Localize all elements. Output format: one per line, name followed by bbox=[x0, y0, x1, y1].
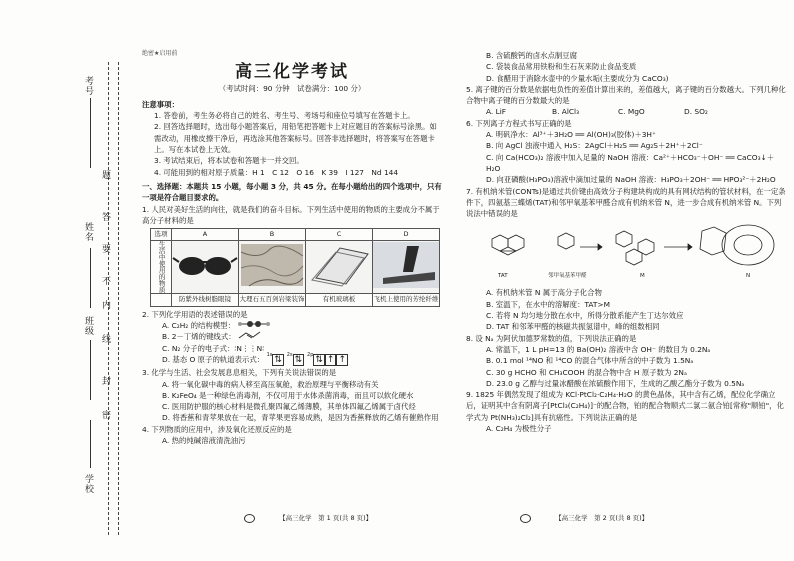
binding-margin bbox=[0, 0, 134, 561]
table-cell: 有机玻璃板 bbox=[306, 294, 373, 306]
molecule-label: TAT bbox=[498, 273, 508, 280]
marble-image bbox=[239, 241, 306, 294]
orbital-box: ⇅ bbox=[294, 354, 303, 365]
seal-char: 题 bbox=[100, 170, 110, 180]
logo-icon bbox=[520, 514, 531, 523]
orbital-box: ↑ bbox=[326, 354, 335, 365]
q2-option-c: C. N₂ 分子的电子式：∶N⋮⋮N∶ bbox=[162, 343, 265, 353]
logo-icon bbox=[244, 514, 255, 523]
q2-option-b bbox=[142, 331, 442, 342]
seal-char: 答 bbox=[100, 212, 110, 222]
reaction-scheme-icon bbox=[466, 221, 786, 277]
note-item: 3. 考试结束后，将本试卷和答题卡一并交回。 bbox=[154, 156, 304, 166]
q6-option-b: B. 向 AgCl 浊液中通入 H₂S：2AgCl＋H₂S ══ Ag₂S＋2H⁺＋2Cl⁻ bbox=[486, 141, 703, 151]
name-field[interactable] bbox=[90, 248, 91, 308]
table-header: C bbox=[306, 229, 373, 241]
option-text: A. LiF bbox=[486, 107, 507, 117]
seal-char: 封 bbox=[100, 376, 110, 386]
seal-char: 不 bbox=[100, 276, 110, 286]
q8-option-a: A. 常温下，1 L pH=13 的 Ba(OH)₂ 溶液中含 OH⁻ 的数目为 0.2Nₐ bbox=[486, 344, 711, 354]
skeletal-formula-icon bbox=[238, 331, 264, 339]
table-header: A bbox=[172, 229, 239, 241]
option-text: B. 2－丁烯的键线式： bbox=[162, 332, 236, 342]
note-item: 2. 回答选择题时，选出每小题答案后，用铅笔把答题卡上对应题目的答案标号涂黑。如需改动，用橡皮擦干净后，再选涂其他答案标号。回答非选择题时，将答案写在答题卡上。写在本试卷上无效。 bbox=[154, 122, 437, 155]
orbital-box: ⇅ bbox=[315, 354, 323, 365]
table-cell: 大理石五百剑岩梁装饰 bbox=[239, 294, 306, 306]
question-8: 8. 设 Nₐ 为阿伏加德罗常数的值，下列说法正确的是 bbox=[466, 333, 637, 343]
orbital-label: 2p bbox=[307, 351, 314, 358]
table-header: 选项 bbox=[151, 229, 172, 241]
q3-option-b: B. K₂FeO₄ 是一种绿色消毒剂，不仅可用于水体杀菌消毒，而且可以软化硬水 bbox=[162, 390, 414, 400]
orbital-diagram bbox=[266, 351, 348, 365]
table-cell: 防紫外线树脂眼镜 bbox=[172, 294, 239, 306]
note-item: 4. 可能用到的相对原子质量：H 1 C 12 O 16 K 39 I 127 Nd 144 bbox=[154, 167, 399, 177]
footer-text: 【高三化学 第 2 页(共 8 页)】 bbox=[555, 514, 649, 522]
name-label: 姓名 bbox=[83, 222, 93, 242]
q7-reaction-scheme bbox=[466, 221, 786, 285]
page-1 bbox=[142, 48, 442, 446]
confidential-stamp: 绝密★启用前 bbox=[142, 50, 178, 57]
seal-dashed-line-inner bbox=[118, 62, 119, 535]
option-text: D. SO₂ bbox=[684, 107, 708, 117]
airplane-image bbox=[373, 241, 440, 294]
q7-option-d: D. TAT 和邻苯甲醛的核磁共振氢谱中，峰的组数相同 bbox=[486, 322, 660, 332]
option-text: C. MgO bbox=[618, 107, 645, 117]
seal-char: 要 bbox=[100, 244, 110, 254]
page-2 bbox=[466, 50, 786, 434]
page-1-footer bbox=[244, 513, 372, 523]
q6-option-c: C. 向 Ca(HCO₃)₂ 溶液中加入足量的 NaOH 溶液：Ca²⁺＋HCO₃⁻＋OH⁻ ══ CaCO₃↓＋H₂O bbox=[486, 152, 775, 173]
class-label: 班级 bbox=[83, 316, 93, 336]
seal-char: 内 bbox=[100, 300, 110, 310]
q8-option-b: B. 0.1 mol ¹⁴NO 和 ¹⁴CO 的混合气体中所含的中子数为 1.5Nₐ bbox=[486, 356, 694, 366]
molecule-label: M bbox=[640, 273, 645, 280]
orbital-label: 2s bbox=[286, 351, 293, 358]
q9-option-a: A. C₂H₄ 为极性分子 bbox=[486, 424, 552, 434]
molecule-label: 邻甲氧基苯甲醛 bbox=[548, 273, 587, 280]
option-text: B. AlCl₃ bbox=[552, 107, 580, 117]
q3-option-a: A. 将一氧化碳中毒的病人移至高压氧舱，救治原理与平衡移动有关 bbox=[162, 379, 379, 389]
section-heading: 一、选择题：本题共 15 小题，每小题 3 分，共 45 分。在每小题给出的四个选项中，只有一项是符合题目要求的。 bbox=[142, 181, 442, 203]
q7-option-b: B. 室温下，在水中的溶解度：TAT>M bbox=[486, 299, 610, 309]
q2-option-a bbox=[142, 320, 442, 331]
option-text: A. C₂H₂ 的结构模型： bbox=[162, 321, 235, 331]
ball-stick-model-icon bbox=[237, 320, 271, 328]
q4-option-d: D. 食醋用于消除水壶中的少量水垢(主要成分为 CaCO₃) bbox=[486, 73, 669, 83]
q7-option-a: A. 有机纳米管 N 属于高分子化合物 bbox=[486, 288, 602, 298]
q4-option-b: B. 含硫酸钙的卤水点制豆腐 bbox=[486, 51, 578, 60]
question-3: 3. 化学与生活、社会发展息息相关，下列有关说法错误的是 bbox=[142, 368, 337, 378]
q3-option-c: C. 医用防护服的核心材料是微孔聚四氟乙烯薄膜，其单体四氟乙烯属于卤代烃 bbox=[162, 402, 416, 412]
question-5: 5. 离子键的百分数是依据电负性的差值计算出来的，差值越大，离子键的百分数越大。下列几种化合物中离子键的百分数最大的是 bbox=[466, 84, 786, 106]
exam-title: 高三化学考试 bbox=[235, 62, 349, 83]
exam-no-field[interactable] bbox=[90, 98, 91, 168]
class-field[interactable] bbox=[90, 340, 91, 400]
orbital-box: ⇅ bbox=[274, 354, 282, 365]
orbital-label: 1s bbox=[266, 351, 273, 358]
glass-sheet-image bbox=[306, 241, 373, 294]
q6-option-d: D. 向亚磷酸(H₃PO₃)溶液中滴加过量的 NaOH 溶液：H₃PO₃＋2OH⁻ ══ HPO₃²⁻＋2H₂O bbox=[486, 175, 776, 185]
question-4: 4. 下列物质的应用中，涉及氧化还原反应的是 bbox=[142, 424, 292, 434]
q1-table bbox=[150, 228, 440, 307]
question-9: 9. 1825 年偶然发现了组成为 KCl·PtCl₂·C₂H₄·H₂O 的黄色晶体，其中含有乙烯，配位化学确立后，证明其中含有阴离子[PtCl₃(C₂H₄)]⁻的配合物，铂的配合物顺式二氯二氨合铂[常称"顺铂"，化学式为 Pt(NH₃)₂Cl₂]具有抗癌性。下列说法正确的是 bbox=[466, 390, 784, 422]
table-row-label: 生活中使用的物质 bbox=[151, 241, 172, 294]
q8-option-d: D. 23.0 g 乙醇与过量冰醋酸在浓硫酸作用下，生成的乙酸乙酯分子数为 0.5Nₐ bbox=[486, 378, 745, 388]
question-1: 1. 人民对美好生活的向往，就是我们的奋斗目标。下列生活中使用的物质的主要成分不属于高分子材料的是 bbox=[142, 204, 440, 225]
sunglasses-image bbox=[172, 241, 239, 294]
question-7: 7. 有机纳米管(CONTs)是通过共价键由高效分子构建块构成的具有网状结构的管状材料，在一定条件下，四氨基三蝶烯(TAT)和邻甲氧基苯甲醛合成有机纳米管 N，进一步合成有机纳米管 N。下列说法中错误的是 bbox=[466, 186, 786, 219]
q6-option-a: A. 明矾净水：Al³⁺＋3H₂O ══ Al(OH)₃(胶体)＋3H⁺ bbox=[486, 130, 656, 140]
question-6: 6. 下列离子方程式书写正确的是 bbox=[466, 118, 572, 128]
exam-no-label: 考号 bbox=[83, 76, 93, 96]
q8-option-c: C. 30 g HCHO 和 CH₃COOH 的混合物中含 H 原子数为 2Nₐ bbox=[486, 367, 687, 377]
table-header: D bbox=[373, 229, 440, 241]
q7-option-c: C. 若将 N 均匀地分散在水中，所得分散系能产生丁达尔效应 bbox=[486, 311, 684, 321]
exam-subtitle: （考试时间：90 分钟 试卷满分：100 分） bbox=[218, 83, 366, 93]
school-field[interactable] bbox=[90, 420, 91, 468]
q3-option-d: D. 将香蕉和青苹果放在一起，青苹果更容易成熟，是因为香蕉释放的乙烯有催熟作用 bbox=[162, 413, 439, 423]
option-text: D. 基态 O 原子的轨道表示式： bbox=[162, 354, 265, 364]
q2-option-d bbox=[142, 351, 442, 367]
page-2-footer bbox=[520, 513, 648, 523]
seal-char: 线 bbox=[100, 334, 110, 344]
q5-options bbox=[466, 106, 786, 117]
seal-dashed-line bbox=[108, 62, 109, 535]
note-item: 1. 答卷前，考生务必将自己的姓名、考生号、考场号和座位号填写在答题卡上。 bbox=[154, 111, 415, 121]
q4-option-c: C. 袋装食品常用铁粉和生石灰来防止食品变质 bbox=[486, 62, 637, 72]
orbital-box: ↑ bbox=[338, 354, 347, 365]
molecule-label: N bbox=[746, 273, 751, 280]
question-2: 2. 下列化学用语的表述错误的是 bbox=[142, 309, 248, 319]
seal-char: 密 bbox=[100, 410, 110, 420]
q4-option-a: A. 热的纯碱溶液清洗油污 bbox=[162, 436, 246, 446]
notes-heading: 注意事项： bbox=[142, 99, 179, 109]
table-header: B bbox=[239, 229, 306, 241]
footer-text: 【高三化学 第 1 页(共 8 页)】 bbox=[279, 514, 373, 522]
school-label: 学校 bbox=[83, 474, 93, 494]
table-cell: 飞机上使用的芳纶纤维 bbox=[373, 294, 440, 306]
